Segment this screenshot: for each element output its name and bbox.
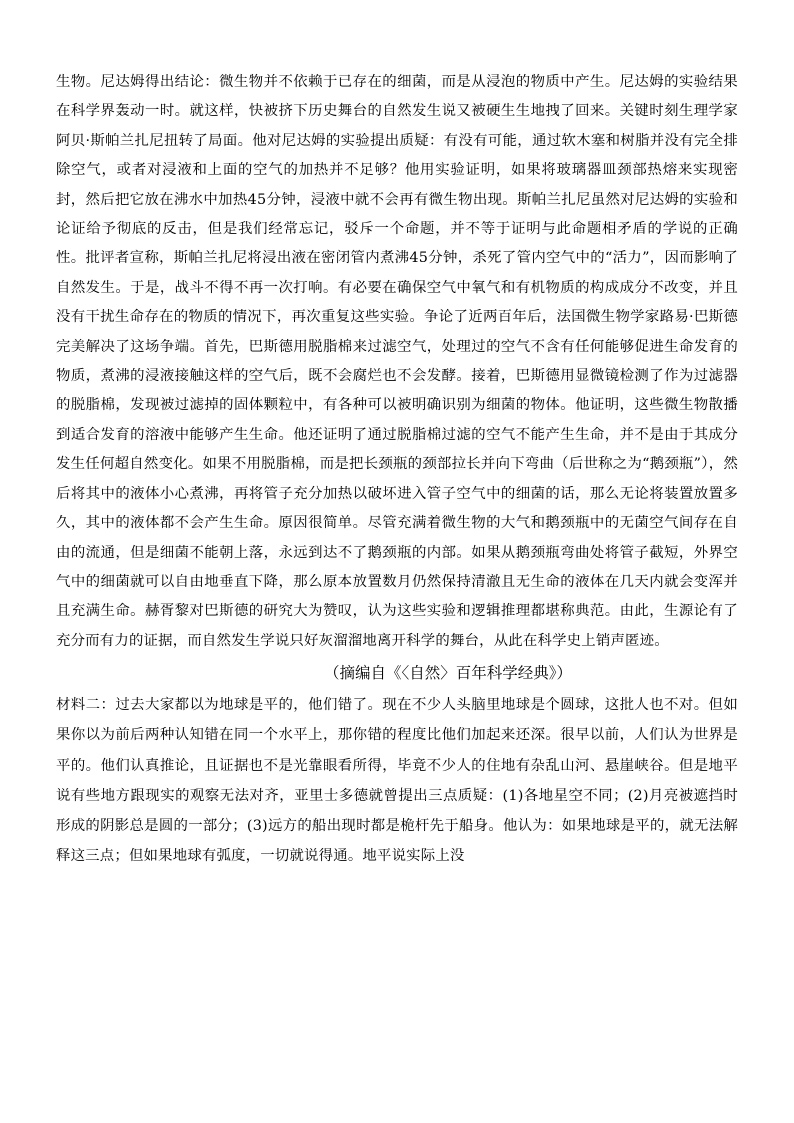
source-citation: （摘编自《〈自然〉百年科学经典》） bbox=[324, 664, 573, 683]
material-one-paragraph: 生物。尼达姆得出结论：微生物并不依赖于已存在的细菌，而是从浸泡的物质中产生。尼达姆的实验结果在科学界轰动一时。就这样，快被挤下历史舞台的自然发生说又被硬生生地拽了回来。关键时刻生理学家阿贝·斯帕兰扎尼扭转了局面。他对尼达姆的实验提出质疑：有没有可能，通过软木塞和树脂并没有完全排除空气，或者对浸液和上面的空气的加热并不足够？他用实验证明，如果将玻璃器皿颈部热熔来实现密封，然后把它放在沸水中加热45分钟，浸液中就不会再有微生物出现。斯帕兰扎尼虽然对尼达姆的实验和论证给予彻底的反击，但是我们经常忘记，驳斥一个命题，并不等于证明与此命题相矛盾的学说的正确性。批评者宣称，斯帕兰扎尼将浸出液在密闭管内煮沸45分钟，杀死了管内空气中的“活力”，因而影响了自然发生。于是，战斗不得不再一次打响。有必要在确保空气中氧气和有机物质的构成成分不改变，并且没有干扰生命存在的物质的情况下，再次重复这些实验。争论了近两百年后，法国微生物学家路易·巴斯德完美解决了这场争端。首先，巴斯德用脱脂棉来过滤空气，处理过的空气不含有任何能够促进生命发育的物质，煮沸的浸液接触这样的空气后，既不会腐烂也不会发酵。接着，巴斯德用显微镜检测了作为过滤器的脱脂棉，发现被过滤掉的固体颗粒中，有各种可以被明确识别为细菌的物体。他证明，这些微生物散播到适合发育的溶液中能够产生生命。他还证明了通过脱脂棉过滤的空气不能产生生命，并不是由于其成分发生任何超自然变化。如果不用脱脂棉，而是把长颈瓶的颈部拉长并向下弯曲（后世称之为“鹅颈瓶”），然后将其中的液体小心煮沸，再将管子充分加热以破坏进入管子空气中的细菌的话，那么无论将装置放置多久，其中的液体都不会产生生命。原因很简单。尽管充满着微生物的大气和鹅颈瓶中的无菌空气间存在自由的流通，但是细菌不能朝上落，永远到达不了鹅颈瓶的内部。如果从鹅颈瓶弯曲处将管子截短，外界空气中的细菌就可以自由地垂直下降，那么原本放置数月仍然保持清澈且无生命的液体在几天内就会变浑并且充满生命。赫胥黎对巴斯德的研究大为赞叹，认为这些实验和逻辑推理都堪称典范。由此，生源论有了充分而有力的证据，而自然发生学说只好灰溜溜地离开科学的舞台，从此在科学史上销声匿迹。 bbox=[56, 74, 738, 649]
material-two-paragraph: 材料二：过去大家都以为地球是平的，他们错了。现在不少人头脑里地球是个圆球，这批人也不对。但如果你以为前后两种认知错在同一个水平上，那你错的程度比他们加起来还深。很早以前，人们认为世界是平的。他们认真推论，且证据也不是光靠眼看所得，毕竟不少人的住地有杂乱山河、悬崖峡谷。但是地平说有些地方跟现实的观察无法对齐，亚里士多德就曾提出三点质疑：(1)各地星空不同；(2)月亮被遮挡时形成的阴影总是圆的一部分；(3)远方的船出现时都是桅杆先于船身。他认为：如果地球是平的，就无法解释这三点；但如果地球有弧度，一切就说得通。地平说实际上没 bbox=[56, 697, 738, 865]
document-page bbox=[56, 68, 738, 871]
